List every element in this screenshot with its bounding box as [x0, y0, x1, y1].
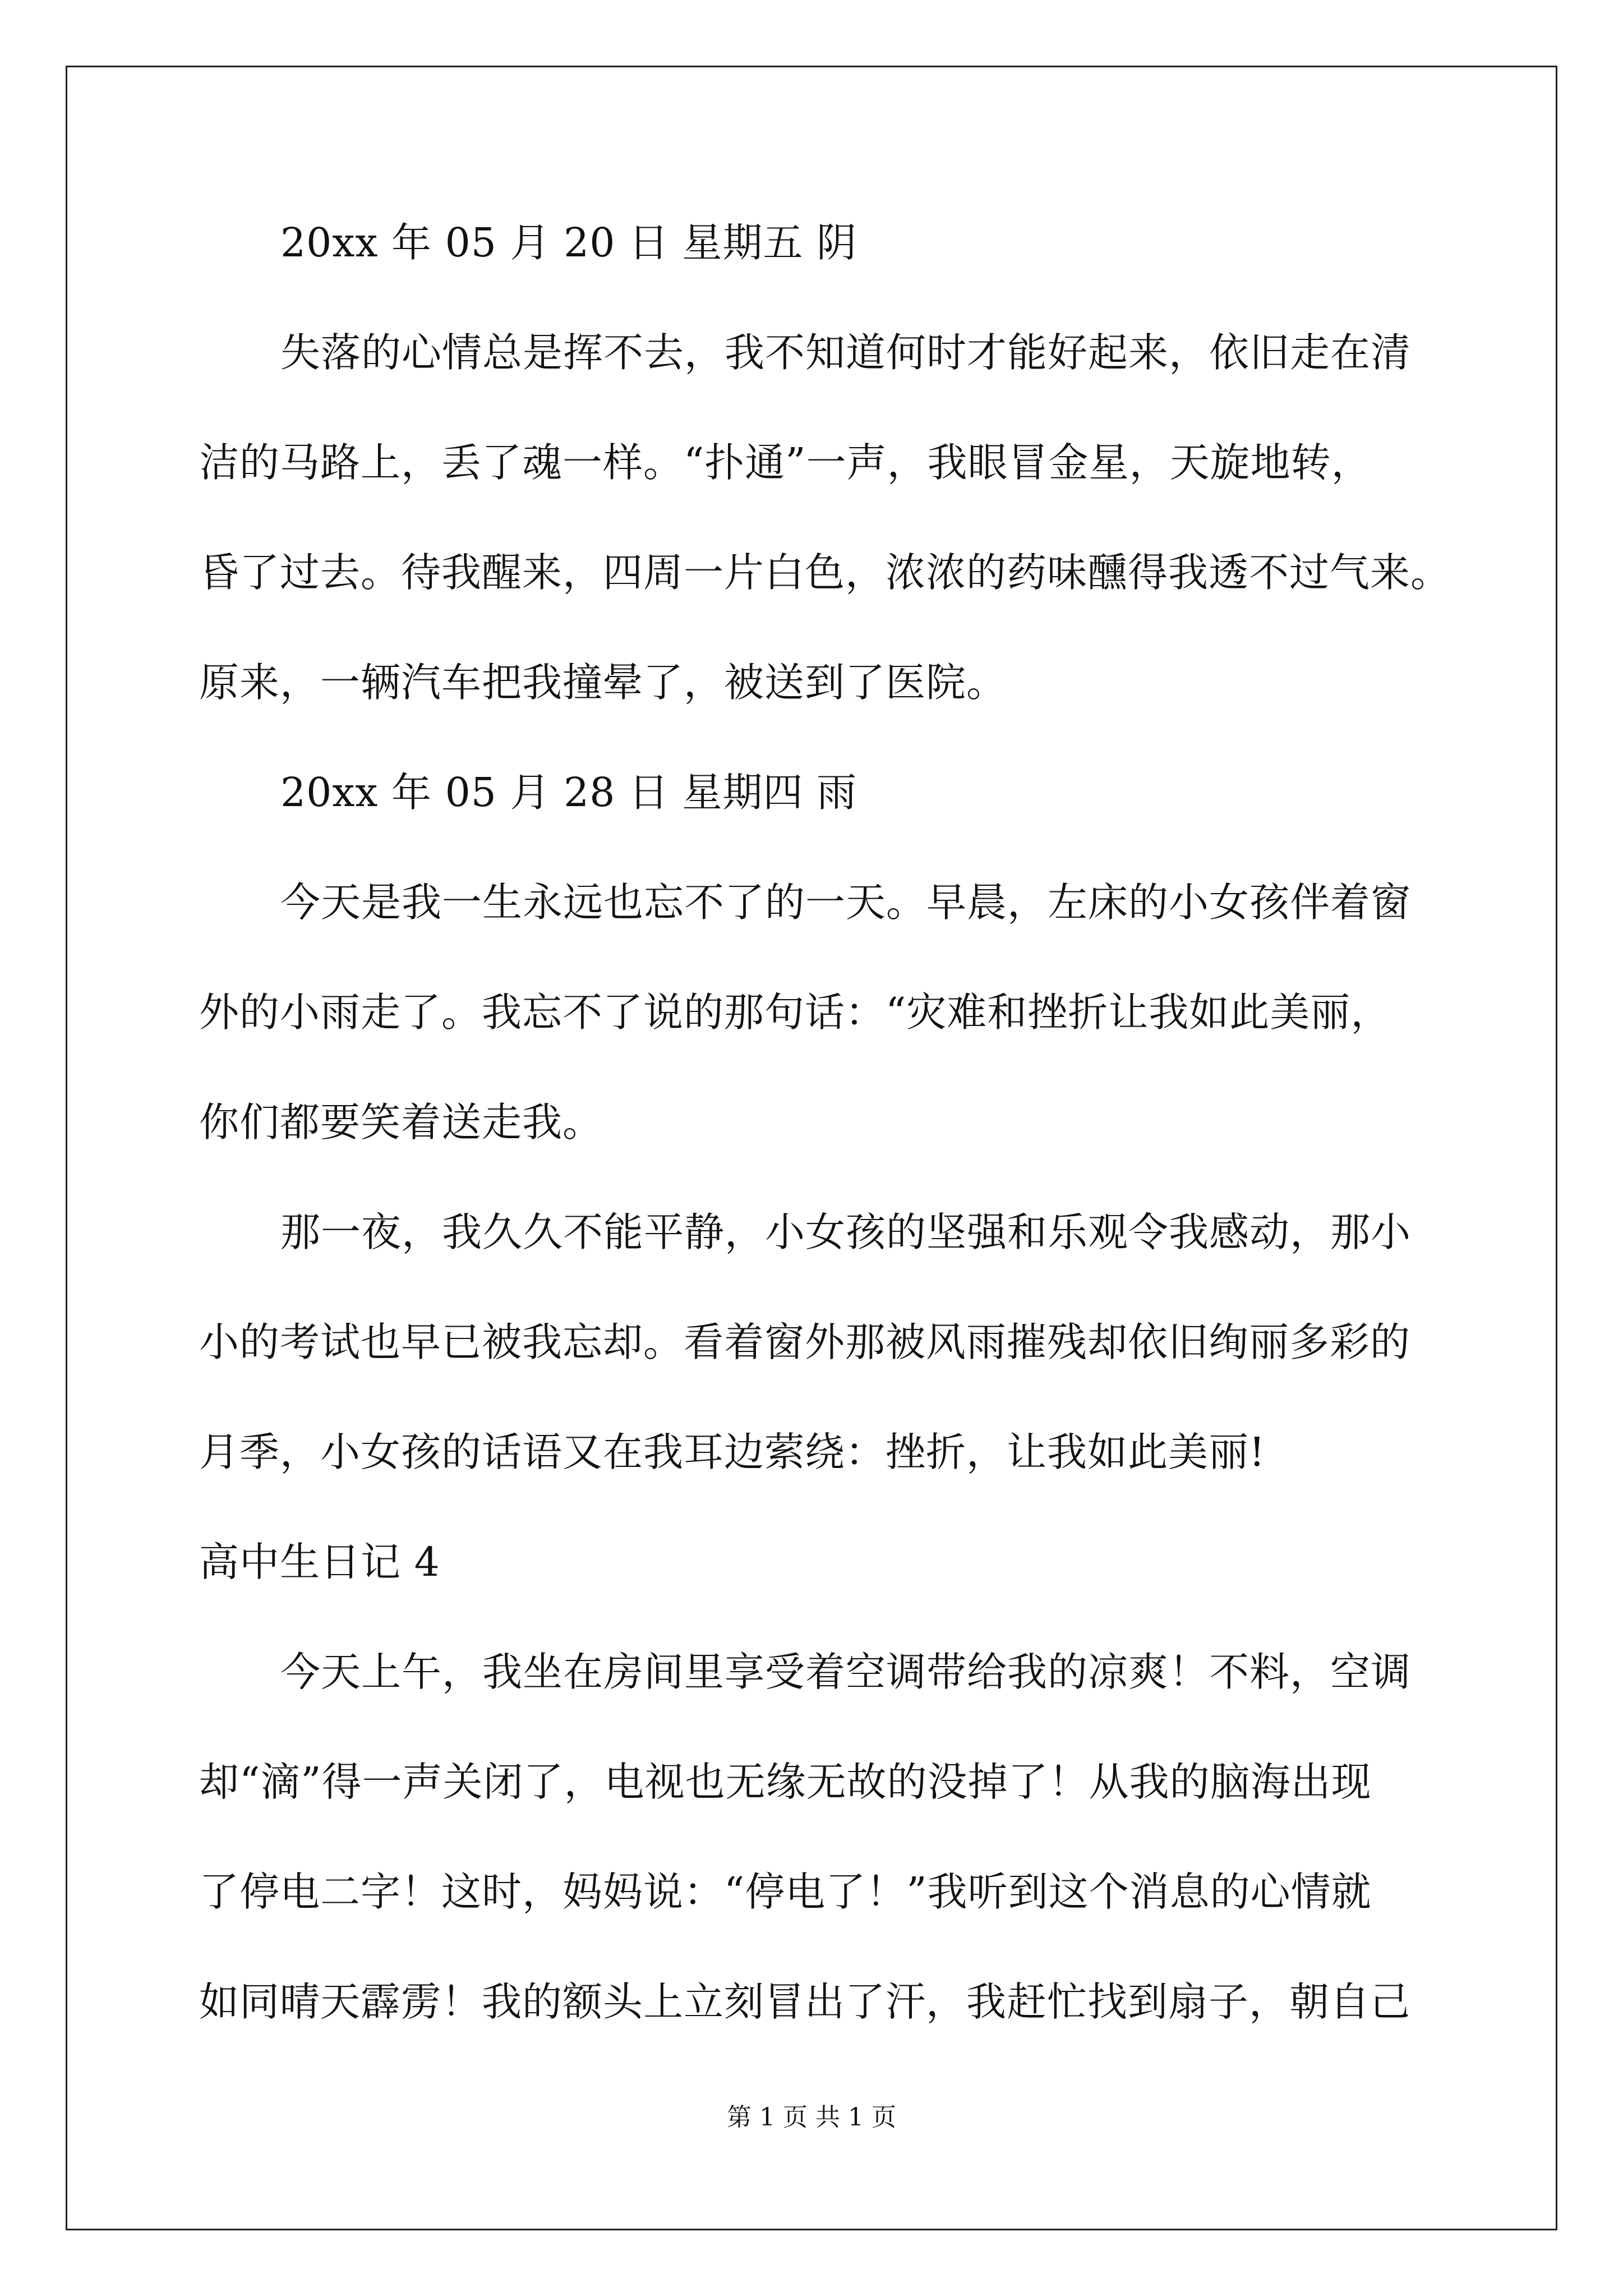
diary-date-heading: 20xx 年 05 月 20 日 星期五 阴	[280, 219, 857, 266]
paragraph-line: 如同晴天霹雳！我的额头上立刻冒出了汗，我赶忙找到扇子，朝自己	[199, 1978, 1411, 2025]
diary-date-heading: 20xx 年 05 月 28 日 星期四 雨	[280, 769, 857, 816]
paragraph-line: 却“滴”得一声关闭了，电视也无缘无故的没掉了！从我的脑海出现	[199, 1759, 1372, 1805]
document-body	[199, 216, 1451, 2085]
paragraph-line: 了停电二字！这时，妈妈说：“停电了！”我听到这个消息的心情就	[199, 1869, 1372, 1915]
paragraph-line: 你们都要笑着送走我。	[199, 1099, 603, 1145]
paragraph-line: 原来，一辆汽车把我撞晕了，被送到了医院。	[199, 659, 1007, 706]
paragraph-line: 小的考试也早已被我忘却。看着窗外那被风雨摧残却依旧绚丽多彩的	[199, 1319, 1411, 1365]
paragraph-line: 外的小雨走了。我忘不了说的那句话：“灾难和挫折让我如此美丽，	[199, 989, 1391, 1036]
paragraph-line: 月季，小女孩的话语又在我耳边萦绕：挫折，让我如此美丽!	[199, 1429, 1266, 1475]
paragraph-line: 今天上午，我坐在房间里享受着空调带给我的凉爽！不料，空调	[280, 1649, 1412, 1695]
paragraph-line: 失落的心情总是挥不去，我不知道何时才能好起来，依旧走在清	[280, 329, 1412, 376]
paragraph-line: 今天是我一生永远也忘不了的一天。早晨，左床的小女孩伴着窗	[280, 879, 1412, 926]
paragraph-line: 昏了过去。待我醒来，四周一片白色，浓浓的药味醺得我透不过气来。	[199, 549, 1451, 596]
section-title: 高中生日记 4	[199, 1539, 440, 1585]
page-number-footer: 第 1 页 共 1 页	[727, 2103, 896, 2132]
paragraph-line: 那一夜，我久久不能平静，小女孩的坚强和乐观令我感动，那小	[280, 1209, 1412, 1255]
paragraph-line: 洁的马路上，丢了魂一样。“扑通”一声，我眼冒金星，天旋地转，	[199, 439, 1372, 486]
